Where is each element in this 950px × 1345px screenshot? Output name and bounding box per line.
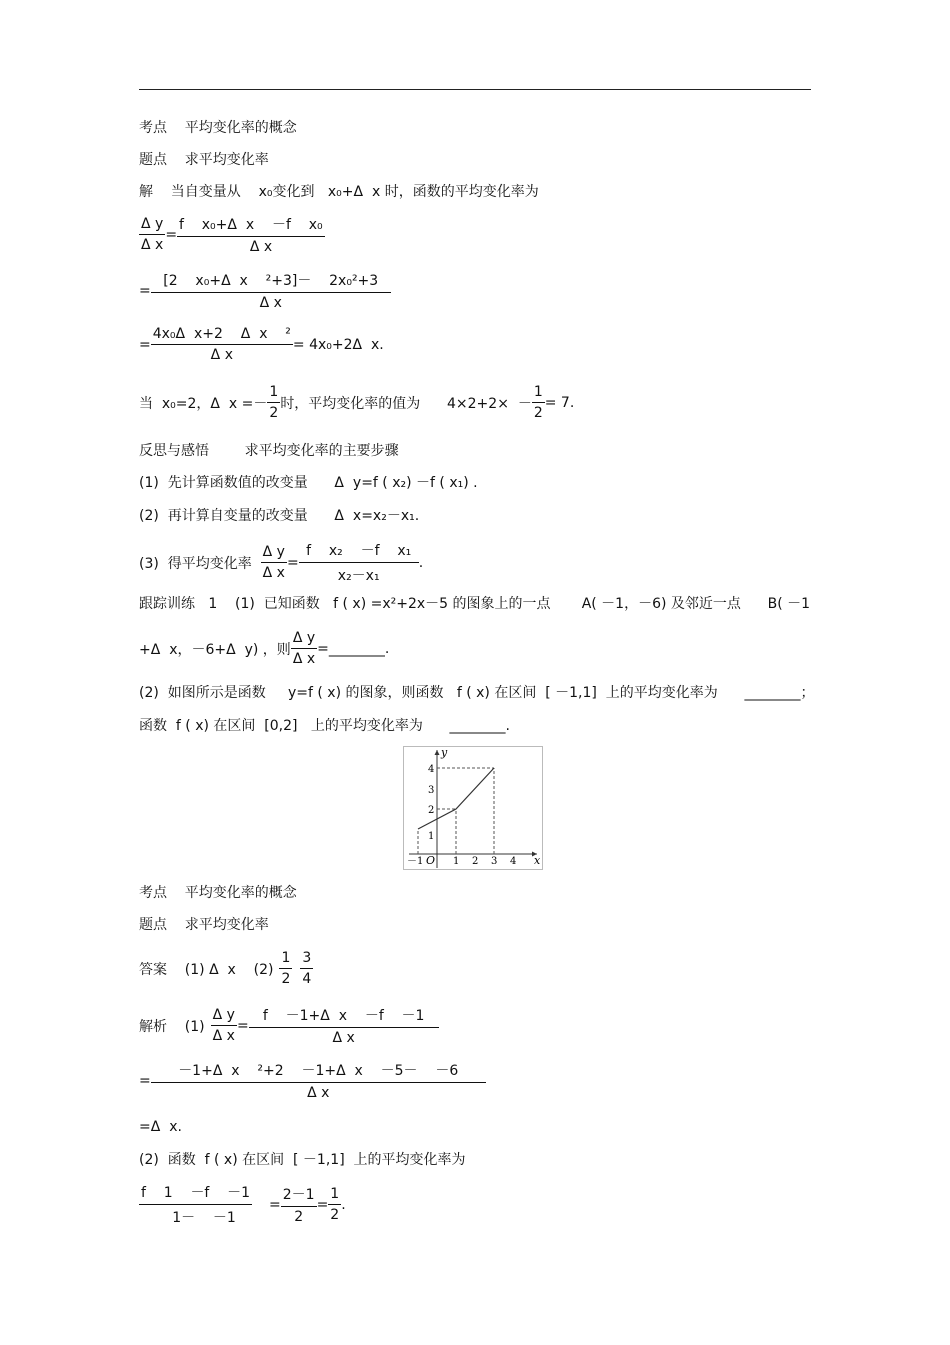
x-tick-label: 2 bbox=[472, 856, 479, 867]
fraction-denominator: Δ x bbox=[249, 239, 273, 255]
fraction-denominator: Δ x bbox=[259, 295, 282, 311]
fraction-numerator: Δ y bbox=[139, 216, 165, 235]
fraction-denominator: x₂－x₁ bbox=[337, 568, 380, 584]
analysis-line-1: 解析 (1) $\frac{\text{Δ y}}{\text{Δ x}}$ = $\frac{\text{f －1+Δ x －f －1}}{\text{Δ x}}$ bbox=[139, 1005, 439, 1046]
fraction-numerator: 2－1 bbox=[281, 1184, 317, 1207]
fraction-denominator: Δ x bbox=[212, 1028, 235, 1044]
text-segment: +Δ x，－6+Δ y) ，则 bbox=[139, 641, 291, 658]
fraction-denominator: Δ x bbox=[262, 565, 285, 581]
fraction-numerator: f x₀+Δ x －f x₀ bbox=[177, 214, 325, 237]
y-tick-label: 1 bbox=[428, 831, 435, 842]
solution-intro: 解 当自变量从 x₀变化到 x₀+Δ x 时，函数的平均变化率为 bbox=[139, 184, 539, 200]
x-tick-label: 1 bbox=[453, 856, 460, 867]
formula-3: = $\frac{\text{4x₀Δ x+2 Δ x ²}}{\text{Δ x}}$ = 4x₀+2Δ x. bbox=[139, 326, 384, 363]
fraction-numerator: [2 x₀+Δ x ²+3]－ 2x₀²+3 bbox=[151, 270, 391, 293]
x-tick-label: 4 bbox=[510, 856, 517, 867]
fraction-denominator: Δ x bbox=[332, 1030, 355, 1046]
text-segment: . bbox=[341, 1196, 346, 1213]
origin-label: O bbox=[426, 854, 436, 867]
exercise-line-2 bbox=[139, 630, 389, 667]
x-axis-label: x bbox=[534, 854, 541, 867]
fraction-numerator: －1+Δ x ²+2 －1+Δ x －5－ －6 bbox=[151, 1060, 486, 1083]
fraction-numerator: 1 bbox=[279, 950, 292, 969]
y-tick-label: 2 bbox=[428, 805, 435, 816]
topic-label: 考点 平均变化率的概念 bbox=[139, 120, 297, 136]
text-segment: . bbox=[418, 554, 424, 571]
text-segment: 答案 (1) Δ x (2) bbox=[139, 961, 274, 978]
exercise-line-4: 函数 f ( x) 在区间 [0,2] 上的平均变化率为 ________. bbox=[139, 718, 510, 734]
fraction-numerator: 1 bbox=[267, 384, 280, 403]
fraction-numerator: 4x₀Δ x+2 Δ x ² bbox=[151, 326, 293, 345]
fraction-denominator: 4 bbox=[302, 971, 312, 987]
fraction-numerator: 3 bbox=[300, 950, 313, 969]
topic-label-2: 考点 平均变化率的概念 bbox=[139, 885, 297, 901]
analysis-line-3: =Δ x. bbox=[139, 1119, 182, 1135]
answer-blank: =________. bbox=[317, 640, 390, 657]
text-segment: 当 x₀=2，Δ x =－ bbox=[139, 395, 268, 412]
step-1: (1) 先计算函数值的改变量 Δ y=f ( x₂) －f ( x₁) . bbox=[139, 475, 478, 491]
header-rule bbox=[139, 89, 811, 90]
fraction-numerator: Δ y bbox=[211, 1007, 237, 1026]
reflection-title: 反思与感悟 求平均变化率的主要步骤 bbox=[139, 443, 399, 459]
fraction-numerator: f x₂ －f x₁ bbox=[299, 540, 419, 563]
fraction-numerator: 1 bbox=[328, 1186, 341, 1205]
fraction-denominator: 2 bbox=[281, 971, 291, 987]
y-axis-label: y bbox=[441, 746, 448, 759]
fraction-denominator: 1－ －1 bbox=[172, 1210, 236, 1226]
formula-tail: = 4x₀+2Δ x. bbox=[292, 336, 384, 353]
fraction-denominator: Δ x bbox=[292, 651, 316, 667]
fraction-denominator: Δ x bbox=[141, 237, 164, 253]
y-tick-label: 3 bbox=[428, 785, 435, 796]
subtopic-label-2: 题点 求平均变化率 bbox=[139, 917, 269, 933]
graph-frame bbox=[404, 747, 543, 870]
exercise-line-3: (2) 如图所示是函数 y=f ( x) 的图象，则函数 f ( x) 在区间 [ －1,1] 上的平均变化率为 ________； bbox=[139, 685, 815, 701]
fraction-denominator: 2 bbox=[330, 1207, 340, 1223]
step-3: (3) 得平均变化率 $\frac{\text{Δ y}}{\text{Δ x}}$ = $\frac{\text{f x₂ －f x₁}}{\text{x₂－x₁}}$ . bbox=[139, 540, 423, 585]
fraction-numerator: f －1+Δ x －f －1 bbox=[249, 1005, 439, 1028]
text-segment: = 7. bbox=[544, 394, 575, 411]
text-segment: 时，平均变化率的值为 4×2+2× － bbox=[280, 395, 532, 412]
text-segment: (3) 得平均变化率 bbox=[139, 555, 261, 572]
formula-1: $\frac{\text{Δ y}}{\text{Δ x}}$ = $\frac{\text{f x₀+Δ x －f x₀}}{\text{Δ x}}$ bbox=[139, 214, 345, 255]
fraction-denominator: Δ x bbox=[307, 1085, 330, 1101]
exercise-line-1: 跟踪训练 1 (1) 已知函数 f ( x) =x²+2x－5 的图象上的一点 A( －1，－6) 及邻近一点 B( －1 bbox=[139, 596, 811, 612]
x-tick-label: 3 bbox=[491, 856, 498, 867]
answer-line bbox=[139, 950, 313, 987]
formula-2: = $\frac{\text{[2 x₀+Δ x ²+3]－ 2x₀²+3}}{\text{Δ x}}$ bbox=[139, 270, 391, 311]
y-tick-label: 4 bbox=[428, 764, 435, 775]
substitution-line: 当 x₀=2，Δ x =－ $\frac{1}{2}$ 时，平均变化率的值为 4×2+2× － $\frac{1}{2}$ = 7. bbox=[139, 384, 575, 421]
fraction-denominator: 2 bbox=[269, 405, 279, 421]
fraction-numerator: f 1 －f －1 bbox=[139, 1182, 252, 1205]
fraction-numerator: Δ y bbox=[261, 544, 287, 563]
analysis-formula-final: $\frac{f 1 -f -1}{1- -1}$ = $\frac{2-1}{2}$ = $\frac{1}{2}$ . bbox=[139, 1182, 346, 1227]
fraction-denominator: Δ x bbox=[210, 347, 233, 363]
function-graph bbox=[403, 746, 543, 870]
analysis-line-2: = $\frac{\text{－1+Δ x ²+2 －1+Δ x －5－ －6}}{\text{Δ x}}$ bbox=[139, 1060, 486, 1101]
analysis-part-2: (2) 函数 f ( x) 在区间 [ －1,1] 上的平均变化率为 bbox=[139, 1152, 466, 1168]
step-2: (2) 再计算自变量的改变量 Δ x=x₂－x₁. bbox=[139, 508, 420, 524]
fraction-denominator: 2 bbox=[294, 1209, 304, 1225]
x-tick-label: －1 bbox=[407, 856, 424, 867]
text-segment: 解析 (1) bbox=[139, 1018, 205, 1035]
fraction-numerator: Δ y bbox=[291, 630, 317, 649]
subtopic-label: 题点 求平均变化率 bbox=[139, 152, 269, 168]
